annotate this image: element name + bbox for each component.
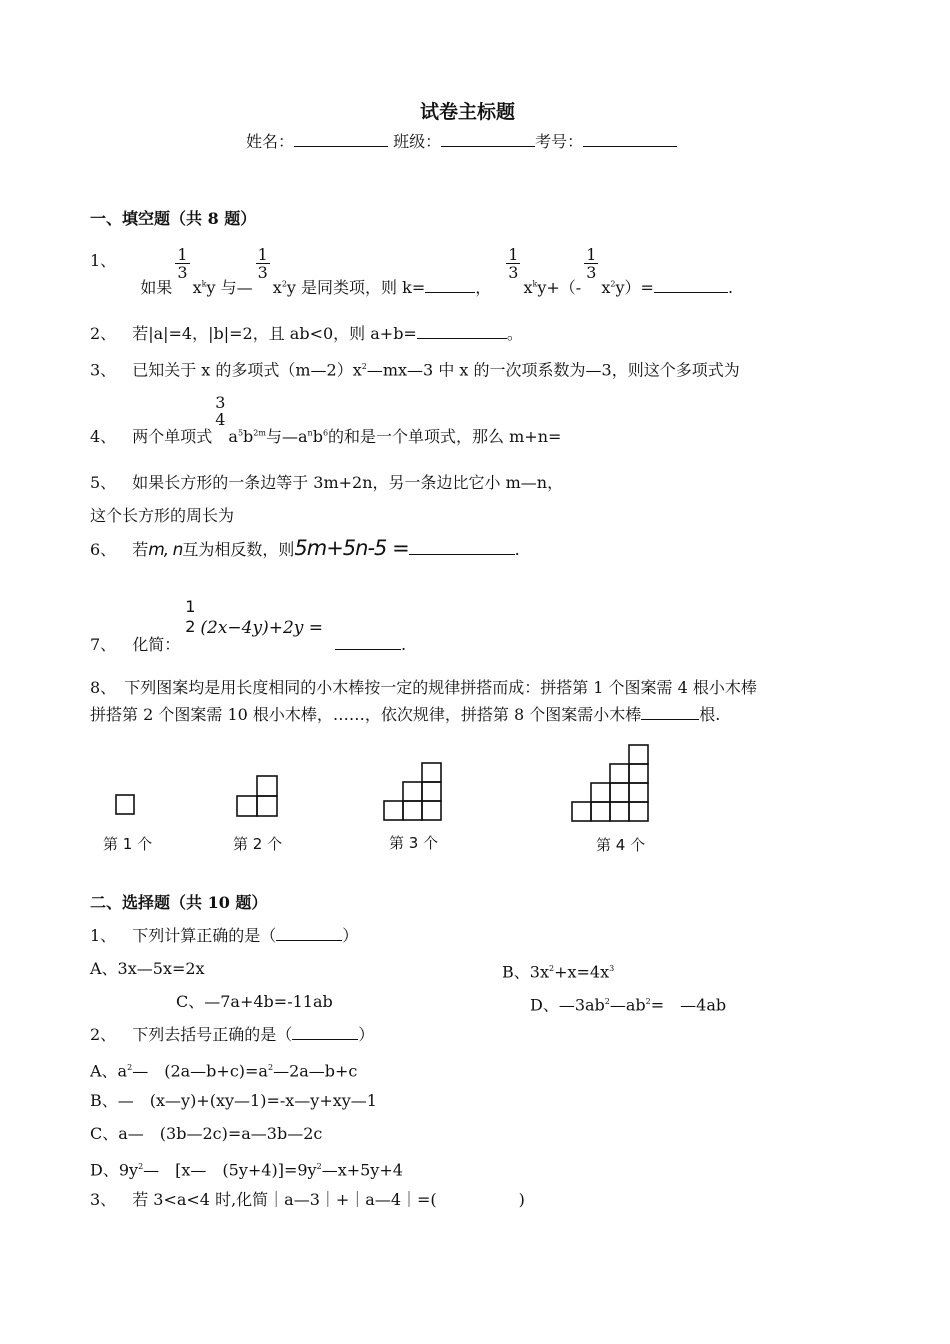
- option-c[interactable]: C、—7a+4b=-11ab: [176, 992, 333, 1011]
- question-text: $x^ky+(-$: [523, 278, 582, 297]
- class-blank[interactable]: [441, 132, 535, 147]
- fraction: 1 2: [185, 597, 196, 636]
- answer-blank[interactable]: [276, 926, 342, 941]
- question-number: 2、: [90, 1025, 117, 1044]
- question-end: 。: [506, 324, 523, 343]
- section-heading-choice: 二、选择题（共 10 题）: [90, 893, 268, 912]
- option-b[interactable]: B、— (x—y)+(xy—1)=-x—y+xy—1: [90, 1091, 377, 1110]
- question-1-8: [90, 678, 757, 698]
- question-end: .: [401, 634, 407, 654]
- question-text: 如果: [140, 278, 173, 297]
- question-1-6: [90, 538, 520, 560]
- question-1-4: [90, 390, 562, 446]
- question-text: 已知关于 x 的多项式（m—2）x: [132, 360, 362, 380]
- figure-1-square: [116, 795, 134, 814]
- exam-no-label: 考号：: [535, 132, 584, 151]
- question-number: 8、: [90, 678, 117, 697]
- question-text: 拼搭第 2 个图案需 10 根小木棒，……，依次规律，拼搭第 8 个图案需小木棒: [90, 705, 642, 724]
- question-1-5: [90, 473, 563, 493]
- answer-blank[interactable]: [409, 540, 515, 555]
- fraction: $\frac{1}{3}$: [177, 245, 188, 282]
- question-1-5-line-2: 这个长方形的周长为: [90, 506, 235, 525]
- class-label: 班级：: [393, 132, 442, 151]
- figure-2-squares: [237, 776, 277, 816]
- question-number: 4、: [90, 426, 117, 446]
- question-1-8-line-2: [90, 705, 720, 725]
- option-d[interactable]: D、$9y^2—$ [x— $(5y+4)]=9y^2—x+5y+4$: [90, 1160, 403, 1180]
- question-text: 如果长方形的一条边等于 3m+2n，另一条边比它小 m—n，: [132, 473, 564, 492]
- choice-question-3: [90, 1190, 525, 1210]
- question-text: 下列去括号正确的是（: [132, 1025, 293, 1044]
- answer-blank[interactable]: [654, 278, 728, 293]
- figure-2-label: 第 2 个: [233, 835, 283, 853]
- superscript: 2: [361, 362, 367, 371]
- question-number: 1、: [90, 926, 117, 945]
- question-text: —mx—3 中 x 的一次项系数为—3，则这个多项式为: [366, 360, 740, 380]
- math-expression: (2x−4y)+2y =: [200, 617, 324, 638]
- question-text: $x^2y$ 是同类项，则 k= ，: [272, 278, 492, 297]
- choice-question-2: [90, 1025, 374, 1045]
- math-expression: 5m+5n-5 =: [294, 536, 409, 560]
- fraction: 3 4: [215, 393, 226, 429]
- question-text: 两个单项式: [132, 426, 213, 446]
- question-text: 互为相反数，则: [182, 540, 295, 559]
- answer-blank[interactable]: [335, 635, 401, 650]
- question-end: 根.: [699, 705, 721, 724]
- question-1-7: [90, 592, 407, 654]
- option-c[interactable]: C、a— (3b—2c)=a—3b—2c: [90, 1124, 323, 1143]
- option-a[interactable]: A、$a^2—$ $(2a—b+c)=a^2—2a—b+c$: [90, 1061, 358, 1081]
- question-text: 若 3<a<4 时,化简｜a—3｜+｜a—4｜=(: [132, 1190, 437, 1209]
- section-heading-fill-in: 一、填空题（共 8 题）: [90, 209, 257, 228]
- name-label: 姓名：: [246, 132, 295, 151]
- answer-blank[interactable]: [417, 324, 507, 339]
- figure-4-squares: [572, 745, 648, 821]
- question-text: 下列图案均是用长度相同的小木棒按一定的规律拼搭而成：拼搭第 1 个图案需 4 根小木棒: [124, 678, 757, 697]
- option-a[interactable]: A、3x—5x=2x: [90, 959, 205, 978]
- question-number: 1、: [90, 251, 117, 270]
- figure-4-label: 第 4 个: [596, 836, 646, 854]
- student-info-line: [246, 132, 677, 152]
- fraction: $\frac{1}{3}$: [508, 245, 519, 282]
- option-b[interactable]: B、$3x^2+x=4x^3$: [502, 962, 615, 982]
- question-1-3: [90, 357, 740, 380]
- stick-pattern-figures: [0, 735, 950, 875]
- exam-no-blank[interactable]: [583, 132, 677, 147]
- question-number: 3、: [90, 360, 117, 380]
- question-end: .: [514, 540, 520, 559]
- question-1-2: [90, 324, 523, 344]
- question-number: 5、: [90, 473, 117, 492]
- question-number: 2、: [90, 324, 117, 343]
- fraction: $\frac{1}{3}$: [586, 245, 597, 282]
- question-end: ): [518, 1190, 525, 1209]
- question-end: ）: [342, 926, 359, 945]
- question-number: 6、: [90, 540, 117, 559]
- name-blank[interactable]: [294, 132, 388, 147]
- option-d[interactable]: D、$—3ab^2—ab^2=$ —4ab: [530, 995, 727, 1015]
- question-text: $a^5b^{2m}$与$—a^nb^6$的和是一个单项式，那么 m+n=: [228, 426, 562, 446]
- answer-blank[interactable]: [641, 705, 699, 720]
- question-text: 下列计算正确的是（: [132, 926, 277, 945]
- question-number: 7、: [90, 634, 117, 654]
- choice-question-1: [90, 926, 358, 946]
- figure-1-label: 第 1 个: [103, 835, 153, 853]
- question-text: 若|a|=4，|b|=2，且 ab<0，则 a+b=: [132, 324, 417, 343]
- answer-blank[interactable]: [292, 1025, 358, 1040]
- question-text: $x^2y)=$ .: [601, 278, 734, 297]
- question-text: $x^ky$ 与—: [192, 278, 253, 297]
- page-title: 试卷主标题: [420, 101, 516, 123]
- answer-blank[interactable]: [425, 278, 475, 293]
- question-number: 3、: [90, 1190, 117, 1209]
- question-end: ）: [358, 1025, 375, 1044]
- question-text: 化简：: [132, 634, 181, 654]
- question-text: 若: [132, 540, 149, 559]
- math-variables: m, n: [148, 540, 183, 560]
- question-1-1: [90, 244, 734, 297]
- fraction: $\frac{1}{3}$: [257, 245, 268, 282]
- figure-3-squares: [384, 763, 441, 820]
- figure-3-label: 第 3 个: [389, 834, 439, 852]
